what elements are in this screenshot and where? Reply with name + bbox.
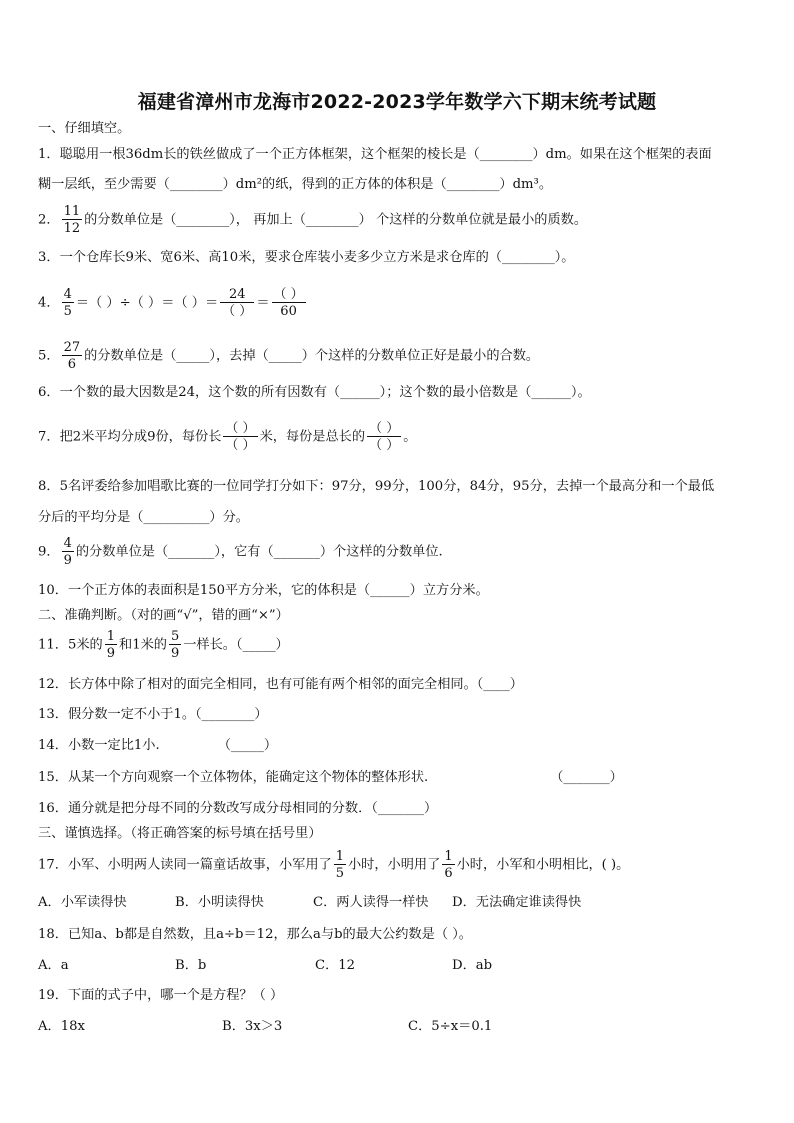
- option-d[interactable]: D．无法确定谁读得快: [452, 895, 582, 910]
- question-7: [38, 422, 416, 452]
- question-9-text: 的分数单位是（_______），它有（_______）个这样的分数单位.: [75, 544, 443, 560]
- fraction-numerator: （ ）: [369, 421, 400, 436]
- option-c[interactable]: C．5÷x＝0.1: [408, 1019, 493, 1034]
- question-11-text-c: 一样长。（_____）: [183, 637, 289, 653]
- question-17-options: [38, 894, 581, 912]
- fraction-27-6: [62, 341, 83, 371]
- question-18: 18．已知a、b都是自然数，且a÷b＝12，那么a与b的最大公约数是（ ）。: [38, 927, 472, 942]
- question-14-text: 14．小数一定比1小.: [38, 738, 160, 753]
- fraction-denominator: 5: [335, 866, 344, 881]
- section-judge-heading: 二、准确判断。（对的画“√”，错的画“×”）: [38, 608, 289, 623]
- fraction-4-9: [62, 537, 74, 567]
- question-17-text-c: 小时，小军和小明相比，( )。: [456, 857, 630, 873]
- fraction-numerator: 24: [220, 288, 254, 303]
- fraction-numerator: 11: [63, 204, 81, 219]
- question-10: 10．一个正方体的表面积是150平方分米，它的体积是（______）立方分米。: [38, 583, 489, 598]
- fraction-denominator: 60: [280, 304, 297, 319]
- question-1-line-2: 糊一层纸，至少需要（________）dm²的纸，得到的正方体的体积是（________）dm³。: [38, 177, 553, 192]
- question-12: 12．长方体中除了相对的面完全相同，也有可能有两个相邻的面完全相同。（____）: [38, 677, 523, 692]
- fraction-blank-blank-1: [223, 422, 257, 452]
- question-15-answer-blank: （_______）: [550, 770, 623, 785]
- option-d[interactable]: D．ab: [452, 958, 493, 973]
- question-5: [38, 341, 539, 371]
- question-17-text-b: 小时，小明用了: [348, 857, 441, 873]
- fraction-numerator: （ ）: [225, 421, 256, 436]
- question-15-text: 15．从某一个方向观察一个立体物体，能确定这个物体的整体形状.: [38, 770, 429, 785]
- fraction-numerator: 1: [444, 849, 453, 864]
- question-19-options: [38, 1018, 492, 1036]
- fraction-denominator: 6: [67, 357, 76, 372]
- question-8-line-1: 8．5名评委给参加唱歌比赛的一位同学打分如下：97分，99分，100分，84分，95分，去掉一个最高分和一个最低: [38, 479, 715, 494]
- question-2: [38, 205, 587, 235]
- fraction-5-9: [169, 630, 181, 660]
- fraction-denominator: 9: [170, 646, 180, 661]
- fraction-denominator: 5: [63, 304, 72, 319]
- question-11-text-b: 和1米的: [119, 637, 167, 653]
- exam-title: 福建省漳州市龙海市2022-2023学年数学六下期末统考试题: [137, 91, 657, 113]
- fraction-numerator: 4: [63, 536, 72, 551]
- question-7-end: 。: [403, 429, 417, 445]
- fraction-numerator: 4: [63, 287, 72, 302]
- option-b[interactable]: B．小明读得快: [175, 895, 264, 910]
- question-7-text-a: 7．把2米平均分成9份，每份长: [38, 429, 222, 445]
- question-9: [38, 537, 443, 567]
- fraction-denominator: 12: [63, 221, 81, 236]
- fraction-denominator: （ ）: [369, 438, 400, 453]
- option-c[interactable]: C．两人读得一样快: [313, 895, 429, 910]
- option-a[interactable]: A．18x: [38, 1019, 85, 1034]
- fraction-denominator: 9: [106, 646, 116, 661]
- fraction-numerator: 5: [170, 629, 180, 644]
- fraction-numerator: （ ）: [273, 287, 304, 302]
- question-19: 19．下面的式子中，哪一个是方程？（ ）: [38, 988, 284, 1003]
- question-17-text-a: 17．小军、小明两人读同一篇童话故事，小军用了: [38, 857, 332, 873]
- question-4: [38, 288, 308, 318]
- question-2-number: 2．: [38, 212, 60, 228]
- option-c[interactable]: C．12: [315, 958, 356, 973]
- question-15: [38, 769, 623, 787]
- fraction-numerator: 1: [335, 849, 344, 864]
- question-4-number: 4．: [38, 295, 60, 311]
- question-8-line-2: 分后的平均分是（__________）分。: [38, 510, 249, 525]
- option-a[interactable]: A．小军读得快: [38, 895, 127, 910]
- option-b[interactable]: B．3x＞3: [222, 1019, 283, 1034]
- question-14: [38, 737, 277, 755]
- question-16: 16．通分就是把分母不同的分数改写成分母相同的分数．（_______）: [38, 801, 438, 816]
- fraction-1-6: [442, 850, 454, 880]
- question-9-number: 9．: [38, 544, 60, 560]
- fraction-denominator: （ ）: [225, 438, 256, 453]
- question-3: 3．一个仓库长9米、宽6米、高10米，要求仓库装小麦多少立方米是求仓库的（________）。: [38, 250, 575, 265]
- question-14-answer-blank: （_____）: [217, 738, 278, 753]
- fraction-denominator: 6: [444, 866, 453, 881]
- fraction-numerator: 1: [106, 629, 116, 644]
- question-5-text: 的分数单位是（_____），去掉（_____）个这样的分数单位正好是最小的合数。: [84, 348, 540, 364]
- question-18-options: [38, 957, 492, 975]
- question-7-text-b: 米，每份是总长的: [259, 429, 366, 445]
- question-17: [38, 850, 629, 880]
- question-6: 6．一个数的最大因数是24，这个数的所有因数有（______）；这个数的最小倍数是（______）。: [38, 385, 591, 400]
- question-5-number: 5．: [38, 348, 60, 364]
- section-choice-heading: 三、谨慎选择。（将正确答案的标号填在括号里）: [38, 826, 322, 841]
- fraction-numerator: 27: [63, 340, 81, 355]
- question-13: 13．假分数一定不小于1。（________）: [38, 707, 268, 722]
- fraction-denominator: （ ）: [222, 304, 253, 319]
- fraction-4-5: [62, 288, 74, 318]
- fraction-11-12: [62, 205, 83, 235]
- question-2-text: 的分数单位是（________）， 再加上（________） 个这样的分数单位就是最小的质数。: [84, 212, 588, 228]
- fraction-blank-60: [272, 288, 306, 318]
- fraction-1-5: [334, 850, 346, 880]
- question-1-line-1: 1．聪聪用一根36dm长的铁丝做成了一个正方体框架，这个框架的棱长是（________）dm。如果在这个框架的表面: [38, 147, 712, 162]
- fraction-denominator: 9: [63, 553, 72, 568]
- question-11-text-a: 11．5米的: [38, 637, 103, 653]
- fraction-1-9: [105, 630, 117, 660]
- option-a[interactable]: A．a: [38, 958, 69, 973]
- option-b[interactable]: B．b: [175, 958, 207, 973]
- fraction-blank-blank-2: [367, 422, 401, 452]
- question-11: [38, 630, 289, 660]
- question-4-text: ＝（ ）÷（ ）＝（ ）＝: [75, 295, 219, 311]
- fraction-24-blank: [220, 288, 254, 318]
- equals-sign: ＝: [256, 295, 270, 311]
- section-fill-in-heading: 一、仔细填空。: [38, 121, 131, 136]
